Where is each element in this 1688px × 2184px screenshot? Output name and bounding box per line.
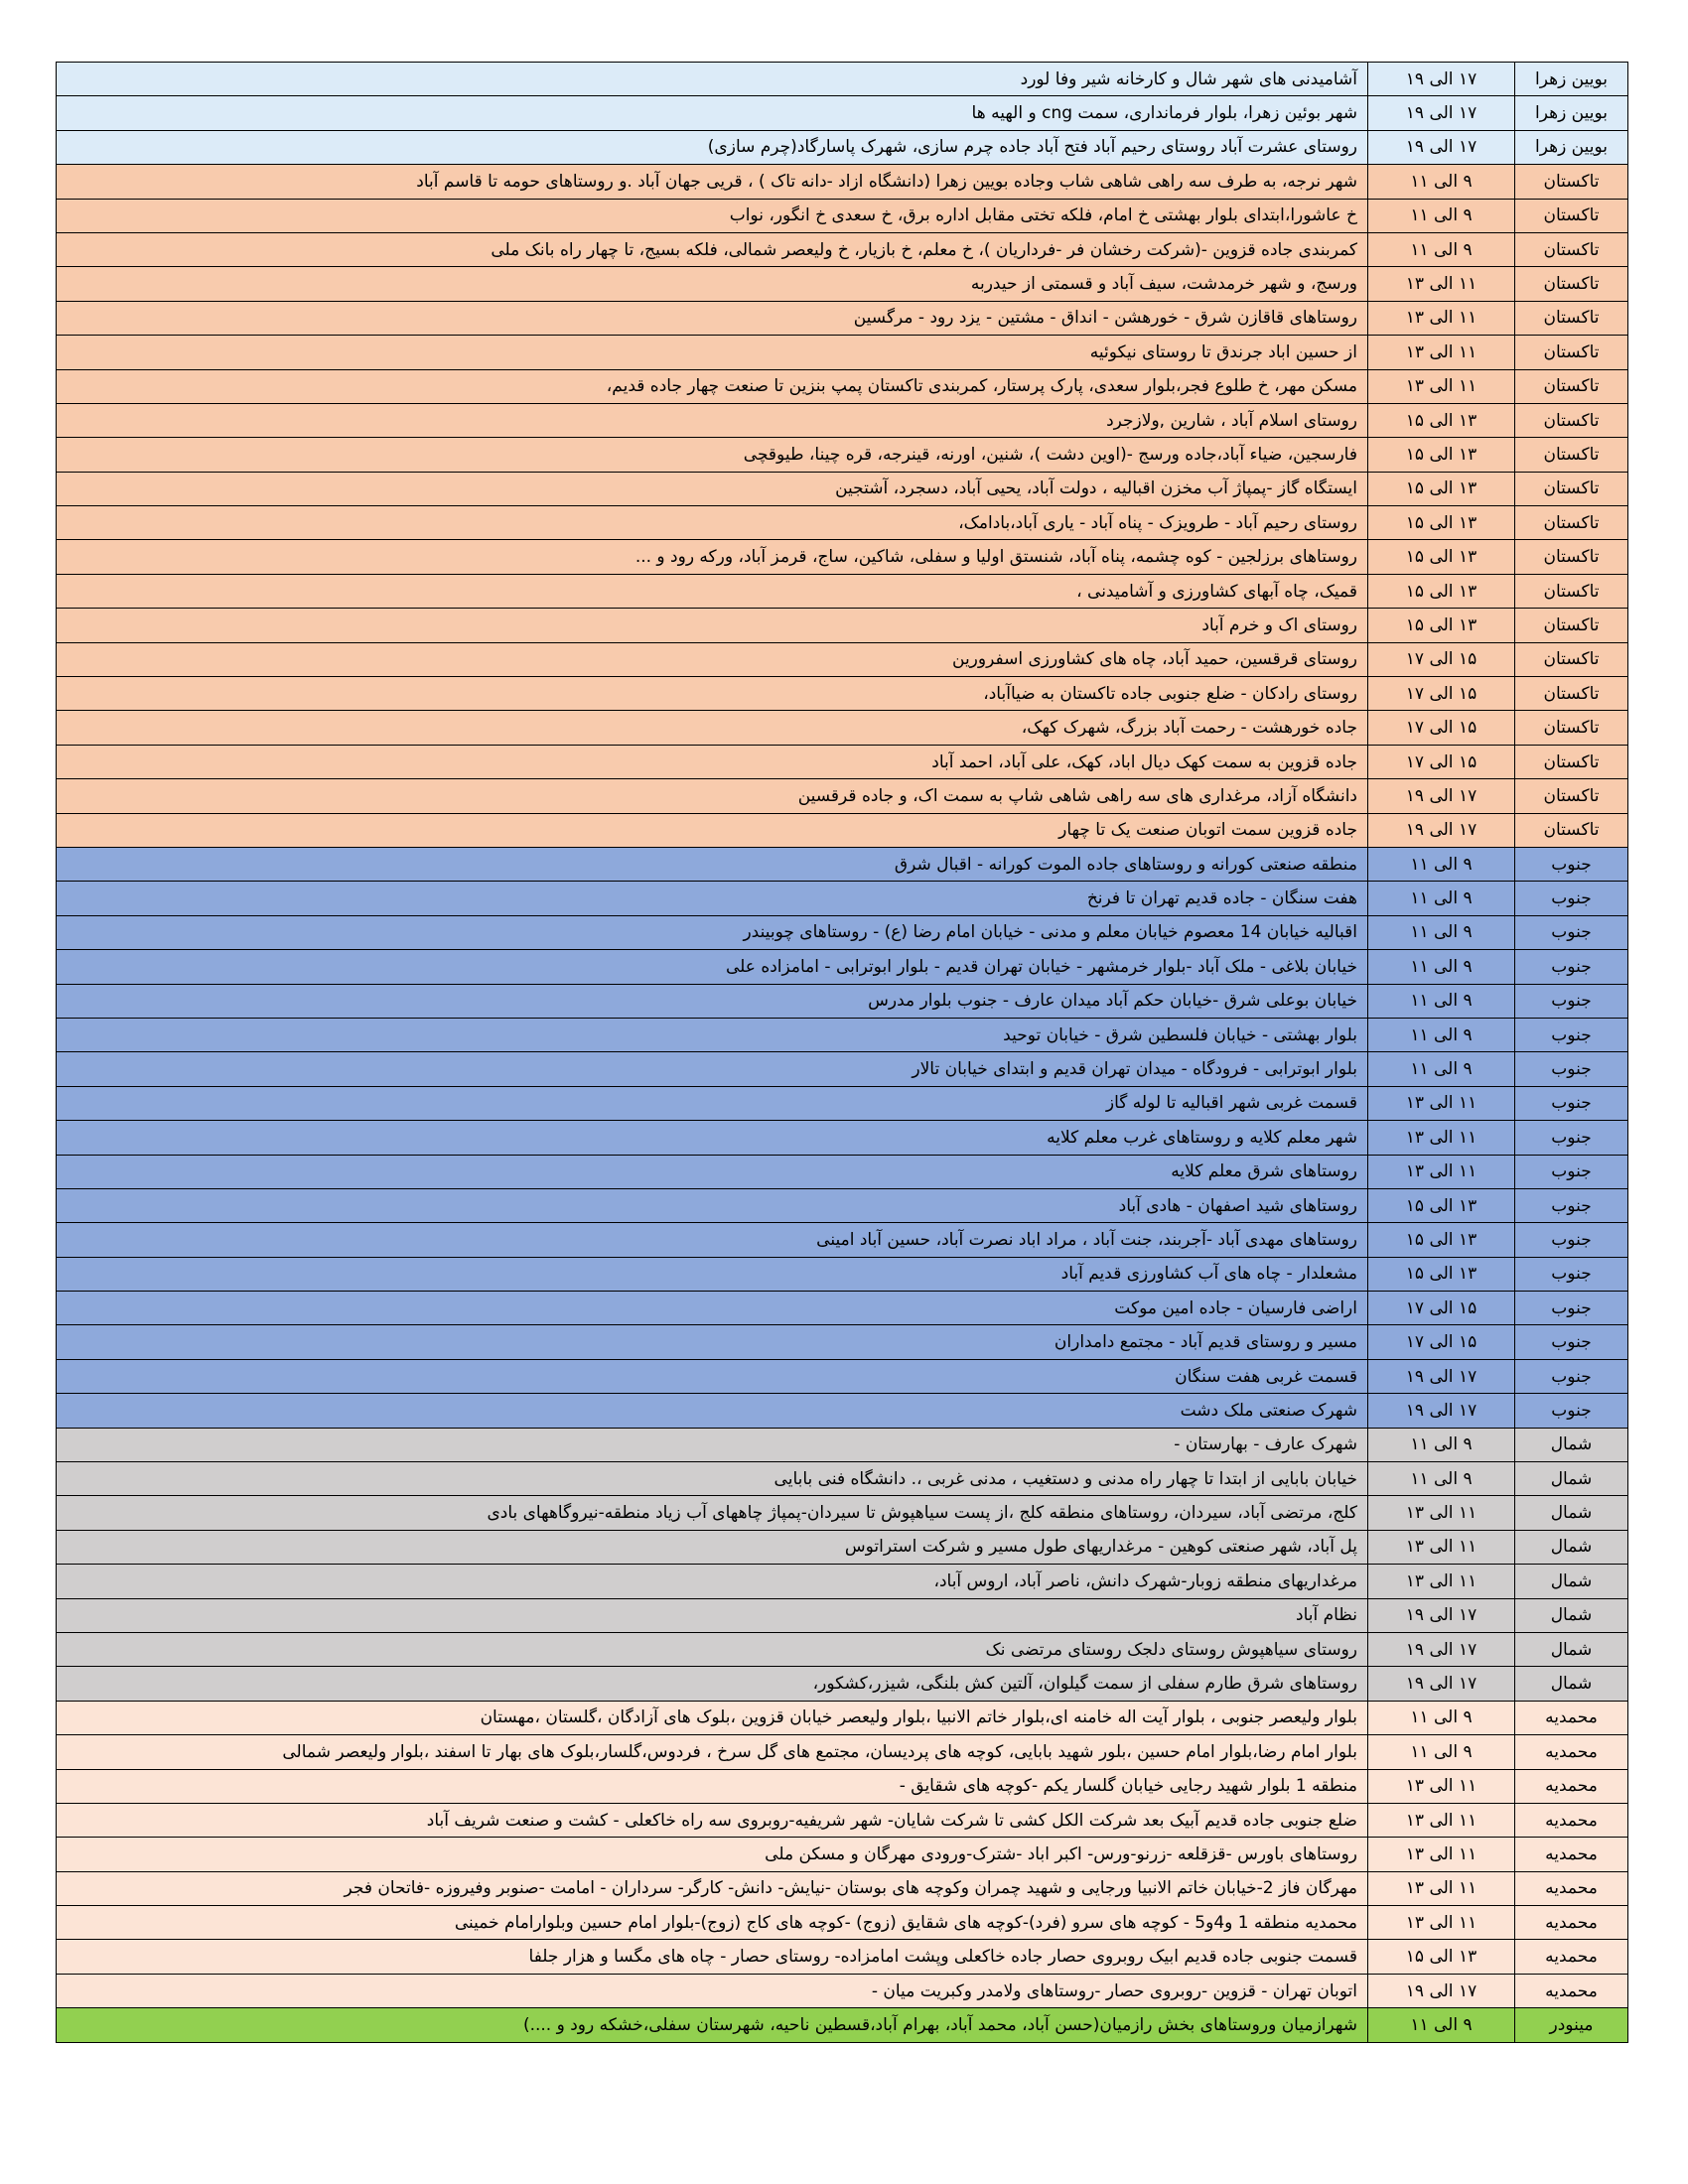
description-cell: روستاهای باورس -قزقلعه -زرنو-ورس- اکبر اباد -شترک-ورودی مهرگان و مسکن ملی bbox=[57, 1838, 1368, 1871]
description-cell: مهرگان فاز 2-خیابان خاتم الانبیا ورجایی و شهید چمران وکوچه های بوستان -نیایش- دانش- کارگر- سرداران - امامت -صنوبر وفیروزه -فاتحان فجر bbox=[57, 1871, 1368, 1905]
time-cell: ۱۵ الی ۱۷ bbox=[1368, 711, 1515, 745]
table-row bbox=[57, 1667, 1628, 1701]
time-cell: ۱۵ الی ۱۷ bbox=[1368, 1292, 1515, 1325]
table-row bbox=[57, 1803, 1628, 1837]
time-cell: ۱۱ الی ۱۳ bbox=[1368, 1121, 1515, 1155]
table-row bbox=[57, 1701, 1628, 1734]
area-cell: تاکستان bbox=[1515, 540, 1628, 574]
area-cell: بویین زهرا bbox=[1515, 63, 1628, 96]
table-row bbox=[57, 232, 1628, 266]
area-cell: محمدیه bbox=[1515, 1735, 1628, 1769]
table-row bbox=[57, 1871, 1628, 1905]
time-cell: ۹ الی ۱۱ bbox=[1368, 1735, 1515, 1769]
time-cell: ۱۳ الی ۱۵ bbox=[1368, 438, 1515, 472]
table-row bbox=[57, 336, 1628, 369]
area-cell: مینودر bbox=[1515, 2008, 1628, 2042]
description-cell: ایستگاه گاز -پمپاژ آب مخزن اقبالیه ، دولت آباد، یحیی آباد، دسجرد، آشتجین bbox=[57, 472, 1368, 505]
area-cell: جنوب bbox=[1515, 1155, 1628, 1188]
table-row bbox=[57, 540, 1628, 574]
time-cell: ۱۷ الی ۱۹ bbox=[1368, 1974, 1515, 2007]
description-cell: شهرک عارف - بهارستان - bbox=[57, 1428, 1368, 1461]
table-row bbox=[57, 813, 1628, 847]
area-cell: محمدیه bbox=[1515, 1940, 1628, 1974]
table-row bbox=[57, 1632, 1628, 1666]
description-cell: منطقه 1 بلوار شهید رجایی خیابان گلسار یکم -کوچه های شقایق - bbox=[57, 1769, 1368, 1803]
area-cell: جنوب bbox=[1515, 882, 1628, 915]
time-cell: ۹ الی ۱۱ bbox=[1368, 1052, 1515, 1086]
description-cell: محمدیه منطقه 1 و4و5 - کوچه های سرو (فرد)-کوچه های شقایق (زوج) -کوچه های کاج (زوج)-بلوار امام حسین وبلوارامام خمینی bbox=[57, 1906, 1368, 1940]
table-row bbox=[57, 1052, 1628, 1086]
description-cell: بلوار ابوترابی - فرودگاه - میدان تهران قدیم و ابتدای خیابان تالار bbox=[57, 1052, 1368, 1086]
time-cell: ۱۳ الی ۱۵ bbox=[1368, 1188, 1515, 1222]
table-row bbox=[57, 1257, 1628, 1291]
table-row bbox=[57, 130, 1628, 164]
time-cell: ۱۳ الی ۱۵ bbox=[1368, 574, 1515, 608]
time-cell: ۱۱ الی ۱۳ bbox=[1368, 267, 1515, 301]
table-row bbox=[57, 199, 1628, 232]
table-row bbox=[57, 1394, 1628, 1428]
description-cell: مشعلدار - چاه های آب کشاورزی قدیم آباد bbox=[57, 1257, 1368, 1291]
time-cell: ۹ الی ۱۱ bbox=[1368, 232, 1515, 266]
table-row bbox=[57, 1086, 1628, 1120]
area-cell: جنوب bbox=[1515, 1018, 1628, 1051]
table-row bbox=[57, 950, 1628, 984]
description-cell: روستای رحیم آباد - طرویزک - پناه آباد - یاری آباد،بادامک، bbox=[57, 506, 1368, 540]
time-cell: ۱۳ الی ۱۵ bbox=[1368, 403, 1515, 437]
table-row bbox=[57, 369, 1628, 403]
table-row bbox=[57, 779, 1628, 813]
description-cell: قسمت غربی شهر اقبالیه تا لوله گاز bbox=[57, 1086, 1368, 1120]
area-cell: تاکستان bbox=[1515, 574, 1628, 608]
area-cell: شمال bbox=[1515, 1428, 1628, 1461]
description-cell: شهرازمیان وروستاهای بخش رازمیان(حسن آباد، محمد آباد، بهرام آباد،قسطین ناحیه، شهرستان سفلی،خشکه رود و ....) bbox=[57, 2008, 1368, 2042]
area-cell: محمدیه bbox=[1515, 1838, 1628, 1871]
area-cell: تاکستان bbox=[1515, 813, 1628, 847]
time-cell: ۱۱ الی ۱۳ bbox=[1368, 1906, 1515, 1940]
area-cell: جنوب bbox=[1515, 1052, 1628, 1086]
area-cell: جنوب bbox=[1515, 847, 1628, 881]
area-cell: شمال bbox=[1515, 1462, 1628, 1496]
table-row bbox=[57, 165, 1628, 199]
table-row bbox=[57, 677, 1628, 711]
description-cell: روستای عشرت آباد روستای رحیم آباد فتح آباد جاده چرم سازی، شهرک پاسارگاد(چرم سازی) bbox=[57, 130, 1368, 164]
description-cell: شهر معلم کلایه و روستاهای غرب معلم کلایه bbox=[57, 1121, 1368, 1155]
area-cell: جنوب bbox=[1515, 1359, 1628, 1393]
table-row bbox=[57, 403, 1628, 437]
table-row bbox=[57, 1223, 1628, 1257]
table-row bbox=[57, 1018, 1628, 1051]
time-cell: ۱۵ الی ۱۷ bbox=[1368, 1325, 1515, 1359]
description-cell: شهرک صنعتی ملک دشت bbox=[57, 1394, 1368, 1428]
time-cell: ۱۱ الی ۱۳ bbox=[1368, 1155, 1515, 1188]
time-cell: ۱۱ الی ۱۳ bbox=[1368, 301, 1515, 335]
time-cell: ۹ الی ۱۱ bbox=[1368, 984, 1515, 1018]
description-cell: اقبالیه خیابان 14 معصوم خیابان معلم و مدنی - خیابان امام رضا (ع) - روستاهای چوبیندر bbox=[57, 915, 1368, 949]
time-cell: ۱۳ الی ۱۵ bbox=[1368, 540, 1515, 574]
description-cell: روستاهای شید اصفهان - هادی آباد bbox=[57, 1188, 1368, 1222]
area-cell: جنوب bbox=[1515, 1223, 1628, 1257]
table-row bbox=[57, 2008, 1628, 2042]
table-row bbox=[57, 574, 1628, 608]
description-cell: شهر نرجه، به طرف سه راهی شاهی شاب وجاده بویین زهرا (دانشگاه ازاد -دانه تاک ) ، قریی جهان آباد .و روستاهای حومه تا قاسم آباد bbox=[57, 165, 1368, 199]
time-cell: ۹ الی ۱۱ bbox=[1368, 1428, 1515, 1461]
area-cell: تاکستان bbox=[1515, 369, 1628, 403]
time-cell: ۹ الی ۱۱ bbox=[1368, 882, 1515, 915]
time-cell: ۹ الی ۱۱ bbox=[1368, 1462, 1515, 1496]
table-row bbox=[57, 1121, 1628, 1155]
time-cell: ۱۵ الی ۱۷ bbox=[1368, 677, 1515, 711]
table-row bbox=[57, 1940, 1628, 1974]
table-row bbox=[57, 1906, 1628, 1940]
description-cell: ورسج، و شهر خرمدشت، سیف آباد و قسمتی از حیدربه bbox=[57, 267, 1368, 301]
table-row bbox=[57, 609, 1628, 642]
time-cell: ۱۱ الی ۱۳ bbox=[1368, 1086, 1515, 1120]
time-cell: ۹ الی ۱۱ bbox=[1368, 2008, 1515, 2042]
description-cell: روستای قرقسین، حمید آباد، چاه های کشاورزی اسفرورین bbox=[57, 642, 1368, 676]
description-cell: روستای اک و خرم آباد bbox=[57, 609, 1368, 642]
table-row bbox=[57, 1359, 1628, 1393]
description-cell: اتوبان تهران - قزوین -روبروی حصار -روستاهای ولامدر وکبریت میان - bbox=[57, 1974, 1368, 2007]
time-cell: ۹ الی ۱۱ bbox=[1368, 1701, 1515, 1734]
table-row bbox=[57, 1292, 1628, 1325]
description-cell: بلوار بهشتی - خیابان فلسطین شرق - خیابان توحید bbox=[57, 1018, 1368, 1051]
area-cell: تاکستان bbox=[1515, 642, 1628, 676]
description-cell: کمربندی جاده قزوین -(شرکت رخشان فر -فرداریان )، خ معلم، خ بازیار، خ ولیعصر شمالی، فلکه بسیج، تا چهار راه بانک ملی bbox=[57, 232, 1368, 266]
description-cell: مسکن مهر، خ طلوع فجر،بلوار سعدی، پارک پرستار، کمربندی تاکستان پمپ بنزین تا صنعت چهار جاده قدیم، bbox=[57, 369, 1368, 403]
time-cell: ۱۷ الی ۱۹ bbox=[1368, 96, 1515, 130]
description-cell: پل آباد، شهر صنعتی کوهین - مرغداریهای طول مسیر و شرکت استراتوس bbox=[57, 1530, 1368, 1564]
area-cell: محمدیه bbox=[1515, 1974, 1628, 2007]
table-row bbox=[57, 1428, 1628, 1461]
area-cell: جنوب bbox=[1515, 1188, 1628, 1222]
area-cell: تاکستان bbox=[1515, 301, 1628, 335]
time-cell: ۱۳ الی ۱۵ bbox=[1368, 1257, 1515, 1291]
description-cell: مسیر و روستای قدیم آباد - مجتمع دامداران bbox=[57, 1325, 1368, 1359]
table-row bbox=[57, 1974, 1628, 2007]
time-cell: ۱۷ الی ۱۹ bbox=[1368, 130, 1515, 164]
time-cell: ۱۱ الی ۱۳ bbox=[1368, 369, 1515, 403]
description-cell: روستاهای شرق معلم کلایه bbox=[57, 1155, 1368, 1188]
area-cell: تاکستان bbox=[1515, 711, 1628, 745]
description-cell: روستاهای برزلجین - کوه چشمه، پناه آباد، شنستق اولیا و سفلی، شاکین، ساج، قرمز آباد، ورکه رود و ... bbox=[57, 540, 1368, 574]
table-row bbox=[57, 1735, 1628, 1769]
time-cell: ۱۷ الی ۱۹ bbox=[1368, 779, 1515, 813]
time-cell: ۱۷ الی ۱۹ bbox=[1368, 1394, 1515, 1428]
description-cell: خیابان بوعلی شرق -خیابان حکم آباد میدان عارف - جنوب بلوار مدرس bbox=[57, 984, 1368, 1018]
table-row bbox=[57, 301, 1628, 335]
area-cell: محمدیه bbox=[1515, 1769, 1628, 1803]
description-cell: هفت سنگان - جاده قدیم تهران تا فرنخ bbox=[57, 882, 1368, 915]
table-row bbox=[57, 642, 1628, 676]
description-cell: جاده خورهشت - رحمت آباد بزرگ، شهرک کهک، bbox=[57, 711, 1368, 745]
area-cell: جنوب bbox=[1515, 1257, 1628, 1291]
description-cell: قمیک، چاه آبهای کشاورزی و آشامیدنی ، bbox=[57, 574, 1368, 608]
description-cell: خیابان بلاغی - ملک آباد -بلوار خرمشهر - خیابان تهران قدیم - بلوار ابوترابی - امامزاده علی bbox=[57, 950, 1368, 984]
time-cell: ۹ الی ۱۱ bbox=[1368, 915, 1515, 949]
area-cell: تاکستان bbox=[1515, 745, 1628, 778]
time-cell: ۱۱ الی ۱۳ bbox=[1368, 1871, 1515, 1905]
table-row bbox=[57, 96, 1628, 130]
area-cell: جنوب bbox=[1515, 915, 1628, 949]
description-cell: فارسجین، ضیاء آباد،جاده ورسج -(اوین دشت )، شنین، اورنه، قینرجه، قره چینا، طیوقچی bbox=[57, 438, 1368, 472]
table-row bbox=[57, 63, 1628, 96]
time-cell: ۹ الی ۱۱ bbox=[1368, 950, 1515, 984]
table-row bbox=[57, 984, 1628, 1018]
area-cell: تاکستان bbox=[1515, 199, 1628, 232]
time-cell: ۱۱ الی ۱۳ bbox=[1368, 1530, 1515, 1564]
time-cell: ۹ الی ۱۱ bbox=[1368, 199, 1515, 232]
table-row bbox=[57, 915, 1628, 949]
time-cell: ۱۷ الی ۱۹ bbox=[1368, 1598, 1515, 1632]
time-cell: ۱۵ الی ۱۷ bbox=[1368, 745, 1515, 778]
description-cell: روستاهای قاقازن شرق - خورهشن - انداق - مشتین - یزد رود - مرگسین bbox=[57, 301, 1368, 335]
area-cell: تاکستان bbox=[1515, 403, 1628, 437]
table-row bbox=[57, 1530, 1628, 1564]
time-cell: ۱۷ الی ۱۹ bbox=[1368, 1667, 1515, 1701]
table-row bbox=[57, 267, 1628, 301]
time-cell: ۱۳ الی ۱۵ bbox=[1368, 1940, 1515, 1974]
table-row bbox=[57, 847, 1628, 881]
outage-schedule-table bbox=[56, 62, 1628, 2043]
table-row bbox=[57, 882, 1628, 915]
description-cell: منطقه صنعتی کورانه و روستاهای جاده الموت کورانه - اقبال شرق bbox=[57, 847, 1368, 881]
area-cell: محمدیه bbox=[1515, 1701, 1628, 1734]
area-cell: تاکستان bbox=[1515, 677, 1628, 711]
outage-schedule-body bbox=[57, 63, 1628, 2043]
description-cell: روستاهای شرق طارم سفلی از سمت گیلوان، آلتین کش بلنگی، شیزر،کشکور، bbox=[57, 1667, 1368, 1701]
area-cell: تاکستان bbox=[1515, 165, 1628, 199]
area-cell: جنوب bbox=[1515, 1292, 1628, 1325]
area-cell: تاکستان bbox=[1515, 472, 1628, 505]
area-cell: جنوب bbox=[1515, 984, 1628, 1018]
time-cell: ۹ الی ۱۱ bbox=[1368, 1018, 1515, 1051]
table-row bbox=[57, 1325, 1628, 1359]
description-cell: بلوار امام رضا،بلوار امام حسین ،بلور شهید بابایی، کوچه های پردیسان، مجتمع های گل سرخ ، فردوس،گلسار،بلوک های بهار تا اسفند ،بلوار ولیعصر شمالی bbox=[57, 1735, 1368, 1769]
description-cell: نظام آباد bbox=[57, 1598, 1368, 1632]
area-cell: بویین زهرا bbox=[1515, 96, 1628, 130]
time-cell: ۱۱ الی ۱۳ bbox=[1368, 1803, 1515, 1837]
time-cell: ۱۱ الی ۱۳ bbox=[1368, 1565, 1515, 1598]
area-cell: محمدیه bbox=[1515, 1906, 1628, 1940]
table-row bbox=[57, 1838, 1628, 1871]
time-cell: ۹ الی ۱۱ bbox=[1368, 847, 1515, 881]
table-row bbox=[57, 745, 1628, 778]
area-cell: محمدیه bbox=[1515, 1803, 1628, 1837]
time-cell: ۱۱ الی ۱۳ bbox=[1368, 336, 1515, 369]
area-cell: جنوب bbox=[1515, 950, 1628, 984]
table-row bbox=[57, 1188, 1628, 1222]
time-cell: ۱۷ الی ۱۹ bbox=[1368, 63, 1515, 96]
description-cell: قسمت غربی هفت سنگان bbox=[57, 1359, 1368, 1393]
description-cell: آشامیدنی های شهر شال و کارخانه شیر وفا لورد bbox=[57, 63, 1368, 96]
time-cell: ۱۱ الی ۱۳ bbox=[1368, 1769, 1515, 1803]
time-cell: ۱۷ الی ۱۹ bbox=[1368, 1632, 1515, 1666]
description-cell: روستای رادکان - ضلع جنوبی جاده تاکستان به ضیاآباد، bbox=[57, 677, 1368, 711]
table-row bbox=[57, 711, 1628, 745]
area-cell: محمدیه bbox=[1515, 1871, 1628, 1905]
description-cell: اراضی فارسیان - جاده امین موکت bbox=[57, 1292, 1368, 1325]
area-cell: شمال bbox=[1515, 1667, 1628, 1701]
area-cell: بویین زهرا bbox=[1515, 130, 1628, 164]
description-cell: از حسین اباد جرندق تا روستای نیکوئیه bbox=[57, 336, 1368, 369]
description-cell: بلوار ولیعصر جنوبی ، بلوار آیت اله خامنه ای،بلوار خاتم الانبیا ،بلوار ولیعصر خیابان قزوین ،بلوک های آزادگان ،گلستان ،مهستان bbox=[57, 1701, 1368, 1734]
description-cell: روستای سیاهپوش روستای دلجک روستای مرتضی نک bbox=[57, 1632, 1368, 1666]
description-cell: شهر بوئین زهرا، بلوار فرمانداری، سمت cng و الهیه ها bbox=[57, 96, 1368, 130]
table-row bbox=[57, 1769, 1628, 1803]
area-cell: شمال bbox=[1515, 1598, 1628, 1632]
time-cell: ۱۳ الی ۱۵ bbox=[1368, 1223, 1515, 1257]
table-row bbox=[57, 1462, 1628, 1496]
table-row bbox=[57, 1155, 1628, 1188]
area-cell: شمال bbox=[1515, 1530, 1628, 1564]
area-cell: تاکستان bbox=[1515, 336, 1628, 369]
table-row bbox=[57, 1598, 1628, 1632]
area-cell: تاکستان bbox=[1515, 506, 1628, 540]
area-cell: جنوب bbox=[1515, 1325, 1628, 1359]
table-row bbox=[57, 506, 1628, 540]
time-cell: ۱۳ الی ۱۵ bbox=[1368, 506, 1515, 540]
time-cell: ۱۷ الی ۱۹ bbox=[1368, 813, 1515, 847]
area-cell: تاکستان bbox=[1515, 267, 1628, 301]
table-row bbox=[57, 472, 1628, 505]
description-cell: روستاهای مهدی آباد -آجربند، جنت آباد ، مراد اباد نصرت آباد، حسین آباد امینی bbox=[57, 1223, 1368, 1257]
area-cell: تاکستان bbox=[1515, 438, 1628, 472]
description-cell: مرغداریهای منطقه زوبار-شهرک دانش، ناصر آباد، اروس آباد، bbox=[57, 1565, 1368, 1598]
time-cell: ۱۱ الی ۱۳ bbox=[1368, 1838, 1515, 1871]
description-cell: جاده قزوین به سمت کهک دیال اباد، کهک، علی آباد، احمد آباد bbox=[57, 745, 1368, 778]
time-cell: ۱۳ الی ۱۵ bbox=[1368, 472, 1515, 505]
area-cell: شمال bbox=[1515, 1565, 1628, 1598]
description-cell: ضلع جنوبی جاده قدیم آبیک بعد شرکت الکل کشی تا شرکت شایان- شهر شریفیه-روبروی سه راه خاکعلی - کشت و صنعت شریف آباد bbox=[57, 1803, 1368, 1837]
table-row bbox=[57, 438, 1628, 472]
area-cell: شمال bbox=[1515, 1632, 1628, 1666]
time-cell: ۱۷ الی ۱۹ bbox=[1368, 1359, 1515, 1393]
area-cell: تاکستان bbox=[1515, 232, 1628, 266]
area-cell: تاکستان bbox=[1515, 779, 1628, 813]
area-cell: جنوب bbox=[1515, 1121, 1628, 1155]
description-cell: خیابان بابایی از ابتدا تا چهار راه مدنی و دستغیب ، مدنی غربی ،. دانشگاه فنی بابایی bbox=[57, 1462, 1368, 1496]
description-cell: دانشگاه آزاد، مرغداری های سه راهی شاهی شاپ به سمت اک، و جاده قرقسین bbox=[57, 779, 1368, 813]
area-cell: جنوب bbox=[1515, 1394, 1628, 1428]
time-cell: ۱۳ الی ۱۵ bbox=[1368, 609, 1515, 642]
table-row bbox=[57, 1496, 1628, 1530]
area-cell: تاکستان bbox=[1515, 609, 1628, 642]
description-cell: جاده قزوین سمت اتوبان صنعت یک تا چهار bbox=[57, 813, 1368, 847]
time-cell: ۱۱ الی ۱۳ bbox=[1368, 1496, 1515, 1530]
description-cell: روستای اسلام آباد ، شارین ,ولازجرد bbox=[57, 403, 1368, 437]
area-cell: جنوب bbox=[1515, 1086, 1628, 1120]
description-cell: قسمت جنوبی جاده قدیم ابیک روبروی حصار جاده خاکعلی وپشت امامزاده- روستای حصار - چاه های مگسا و هزار جلفا bbox=[57, 1940, 1368, 1974]
time-cell: ۱۵ الی ۱۷ bbox=[1368, 642, 1515, 676]
time-cell: ۹ الی ۱۱ bbox=[1368, 165, 1515, 199]
table-row bbox=[57, 1565, 1628, 1598]
description-cell: خ عاشورا،ابتدای بلوار بهشتی خ امام، فلکه تختی مقابل اداره برق، خ سعدی خ انگور، نواب bbox=[57, 199, 1368, 232]
area-cell: شمال bbox=[1515, 1496, 1628, 1530]
description-cell: کلج، مرتضی آباد، سیردان، روستاهای منطقه کلج ،از پست سیاهپوش تا سیردان-پمپاژ چاههای آب زیاد منطقه-نیروگاههای بادی bbox=[57, 1496, 1368, 1530]
